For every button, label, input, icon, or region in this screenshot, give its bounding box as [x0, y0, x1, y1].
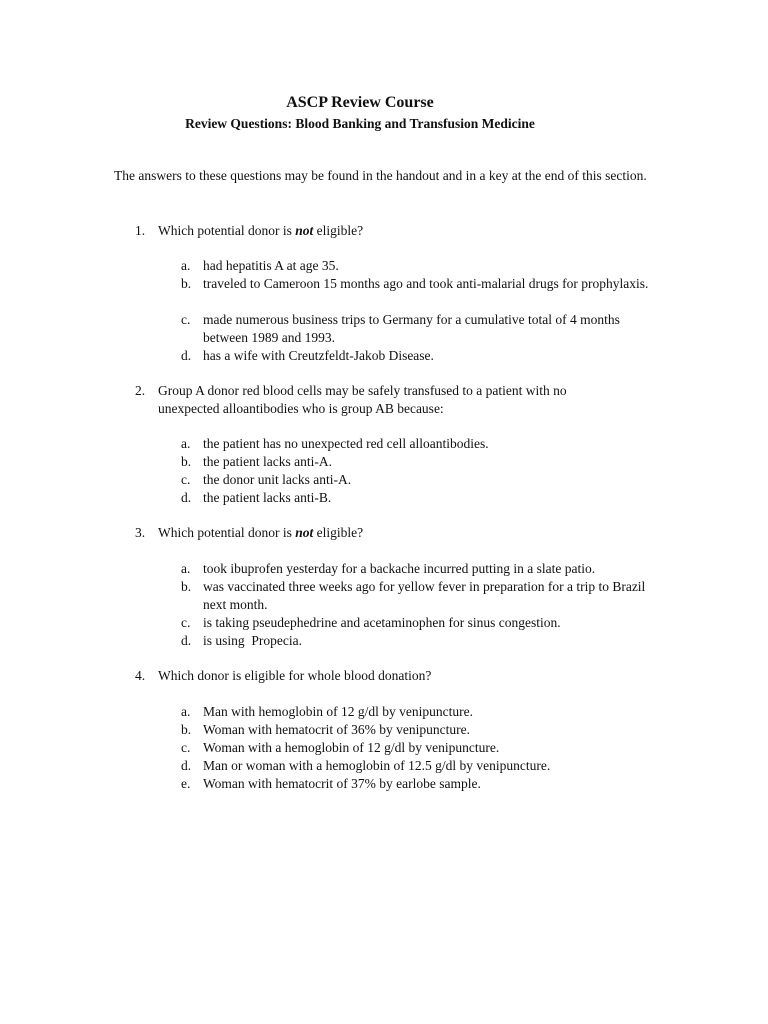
- option-text: made numerous business trips to Germany for a cumulative total of 4 months between 1989 and 1993.: [203, 312, 620, 345]
- question-text: Which potential donor is not eligible?: [158, 525, 364, 540]
- question-number: 3.: [135, 525, 146, 540]
- option-letter: d.: [181, 758, 192, 773]
- option-text: took ibuprofen yesterday for a backache incurred putting in a slate patio.: [203, 561, 596, 576]
- option-letter: a.: [181, 561, 191, 576]
- option-text: is taking pseudephedrine and acetaminophen for sinus congestion.: [203, 615, 561, 630]
- option-letter: a.: [181, 258, 191, 273]
- question-text: Which potential donor is not eligible?: [158, 223, 364, 238]
- option-letter: d.: [181, 490, 192, 505]
- page-title: ASCP Review Course: [286, 94, 434, 111]
- option-text: Man or woman with a hemoglobin of 12.5 g/dl by venipuncture.: [203, 758, 551, 773]
- option-letter: c.: [181, 472, 191, 487]
- question-number: 1.: [135, 223, 146, 238]
- option-text: Woman with a hemoglobin of 12 g/dl by venipuncture.: [203, 740, 500, 755]
- option-text: the patient lacks anti-B.: [203, 490, 332, 505]
- option-text: the donor unit lacks anti-A.: [203, 472, 352, 487]
- option-letter: c.: [181, 615, 191, 630]
- option-text: Man with hemoglobin of 12 g/dl by venipuncture.: [203, 704, 473, 719]
- option-text: the patient has no unexpected red cell alloantibodies.: [203, 436, 489, 451]
- option-text: is using Propecia.: [203, 633, 302, 648]
- option-letter: b.: [181, 276, 192, 291]
- option-letter: d.: [181, 348, 192, 363]
- intro-paragraph: The answers to these questions may be found in the handout and in a key at the end of this section.: [114, 168, 647, 183]
- emphasis-not: not: [295, 223, 314, 238]
- emphasis-not: not: [295, 525, 314, 540]
- page-subtitle: Review Questions: Blood Banking and Transfusion Medicine: [185, 116, 535, 131]
- question-text: Group A donor red blood cells may be safely transfused to a patient with no unexpected alloantibodies who is group AB because:: [158, 383, 567, 416]
- option-letter: a.: [181, 704, 191, 719]
- option-letter: c.: [181, 740, 191, 755]
- option-letter: b.: [181, 722, 192, 737]
- option-text: the patient lacks anti-A.: [203, 454, 332, 469]
- option-text: traveled to Cameroon 15 months ago and took anti-malarial drugs for prophylaxis.: [203, 276, 649, 291]
- option-text: Woman with hematocrit of 37% by earlobe sample.: [203, 776, 481, 791]
- option-letter: b.: [181, 579, 192, 594]
- option-text: has a wife with Creutzfeldt-Jakob Disease.: [203, 348, 434, 363]
- question-number: 2.: [135, 383, 146, 398]
- question-number: 4.: [135, 668, 146, 683]
- option-text: was vaccinated three weeks ago for yellow fever in preparation for a trip to Brazil next month.: [203, 579, 646, 612]
- option-text: Woman with hematocrit of 36% by venipuncture.: [203, 722, 470, 737]
- option-letter: d.: [181, 633, 192, 648]
- option-letter: c.: [181, 312, 191, 327]
- option-text: had hepatitis A at age 35.: [203, 258, 339, 273]
- option-letter: a.: [181, 436, 191, 451]
- question-text: Which donor is eligible for whole blood donation?: [158, 668, 432, 683]
- option-letter: e.: [181, 776, 191, 791]
- option-letter: b.: [181, 454, 192, 469]
